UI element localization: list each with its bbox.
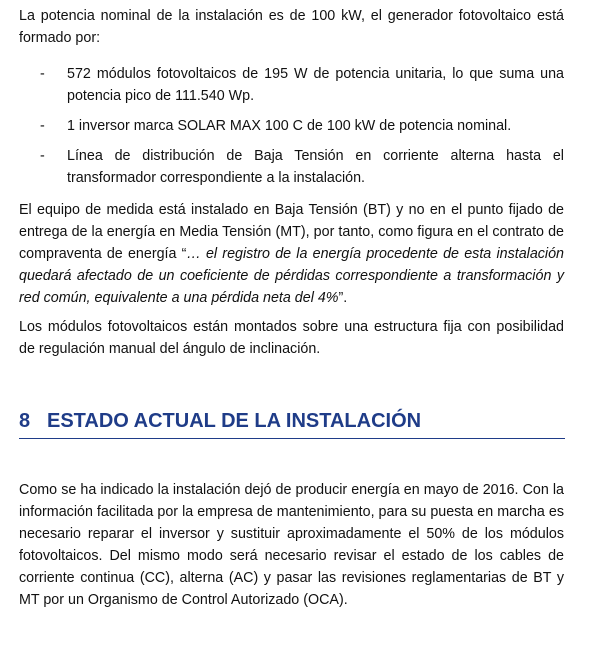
section-title: ESTADO ACTUAL DE LA INSTALACIÓN: [47, 410, 422, 432]
list-item: [40, 63, 564, 107]
list-item-text: Línea de distribución de Baja Tensión en corriente alterna hasta el transformador correspondiente a la instalación.: [67, 148, 564, 186]
section-number: 8: [19, 410, 31, 432]
equipment-list: [40, 63, 564, 197]
list-item: [40, 145, 564, 189]
list-item-text: 1 inversor marca SOLAR MAX 100 C de 100 kW de potencia nominal.: [67, 118, 512, 134]
bullet-dash: -: [40, 148, 45, 164]
measurement-text: El equipo de medida está instalado en Baja Tensión (BT) y no en el punto fijado de entrega de la energía en Media Tensión (MT), por tanto, como figura en el contrato de compraventa de energía “: [19, 202, 564, 262]
status-paragraph: Como se ha indicado la instalación dejó de producir energía en mayo de 2016. Con la información facilitada por la empresa de mantenimiento, para su puesta en marcha es necesario reparar el inversor y sustituir aproximadamente el 50% de los módulos fotovoltaicos. Del mismo modo será necesario revisar el estado de los cables de corriente continua (CC), alterna (AC) y pasar las revisiones reglamentarias de BT y MT por un Organismo de Control Autorizado (OCA).: [19, 482, 564, 608]
contract-quote: … el registro de la energía procedente de esta instalación quedará afectado de un coeficiente de pérdidas correspondiente a transformación y red común, equivalente a una pérdida neta del 4%: [19, 246, 565, 306]
list-item-text: 572 módulos fotovoltaicos de 195 W de potencia unitaria, lo que suma una potencia pico de 111.540 Wp.: [67, 66, 564, 104]
measurement-paragraph: [19, 199, 564, 309]
list-item: [40, 115, 564, 137]
section-heading: [19, 404, 565, 439]
modules-paragraph: Los módulos fotovoltaicos están montados sobre una estructura fija con posibilidad de regulación manual del ángulo de inclinación.: [19, 319, 564, 357]
quote-closing: ”.: [338, 290, 348, 306]
intro-paragraph: La potencia nominal de la instalación es de 100 kW, el generador fotovoltaico está formado por:: [19, 8, 564, 46]
bullet-dash: -: [40, 66, 45, 82]
bullet-dash: -: [40, 118, 45, 134]
